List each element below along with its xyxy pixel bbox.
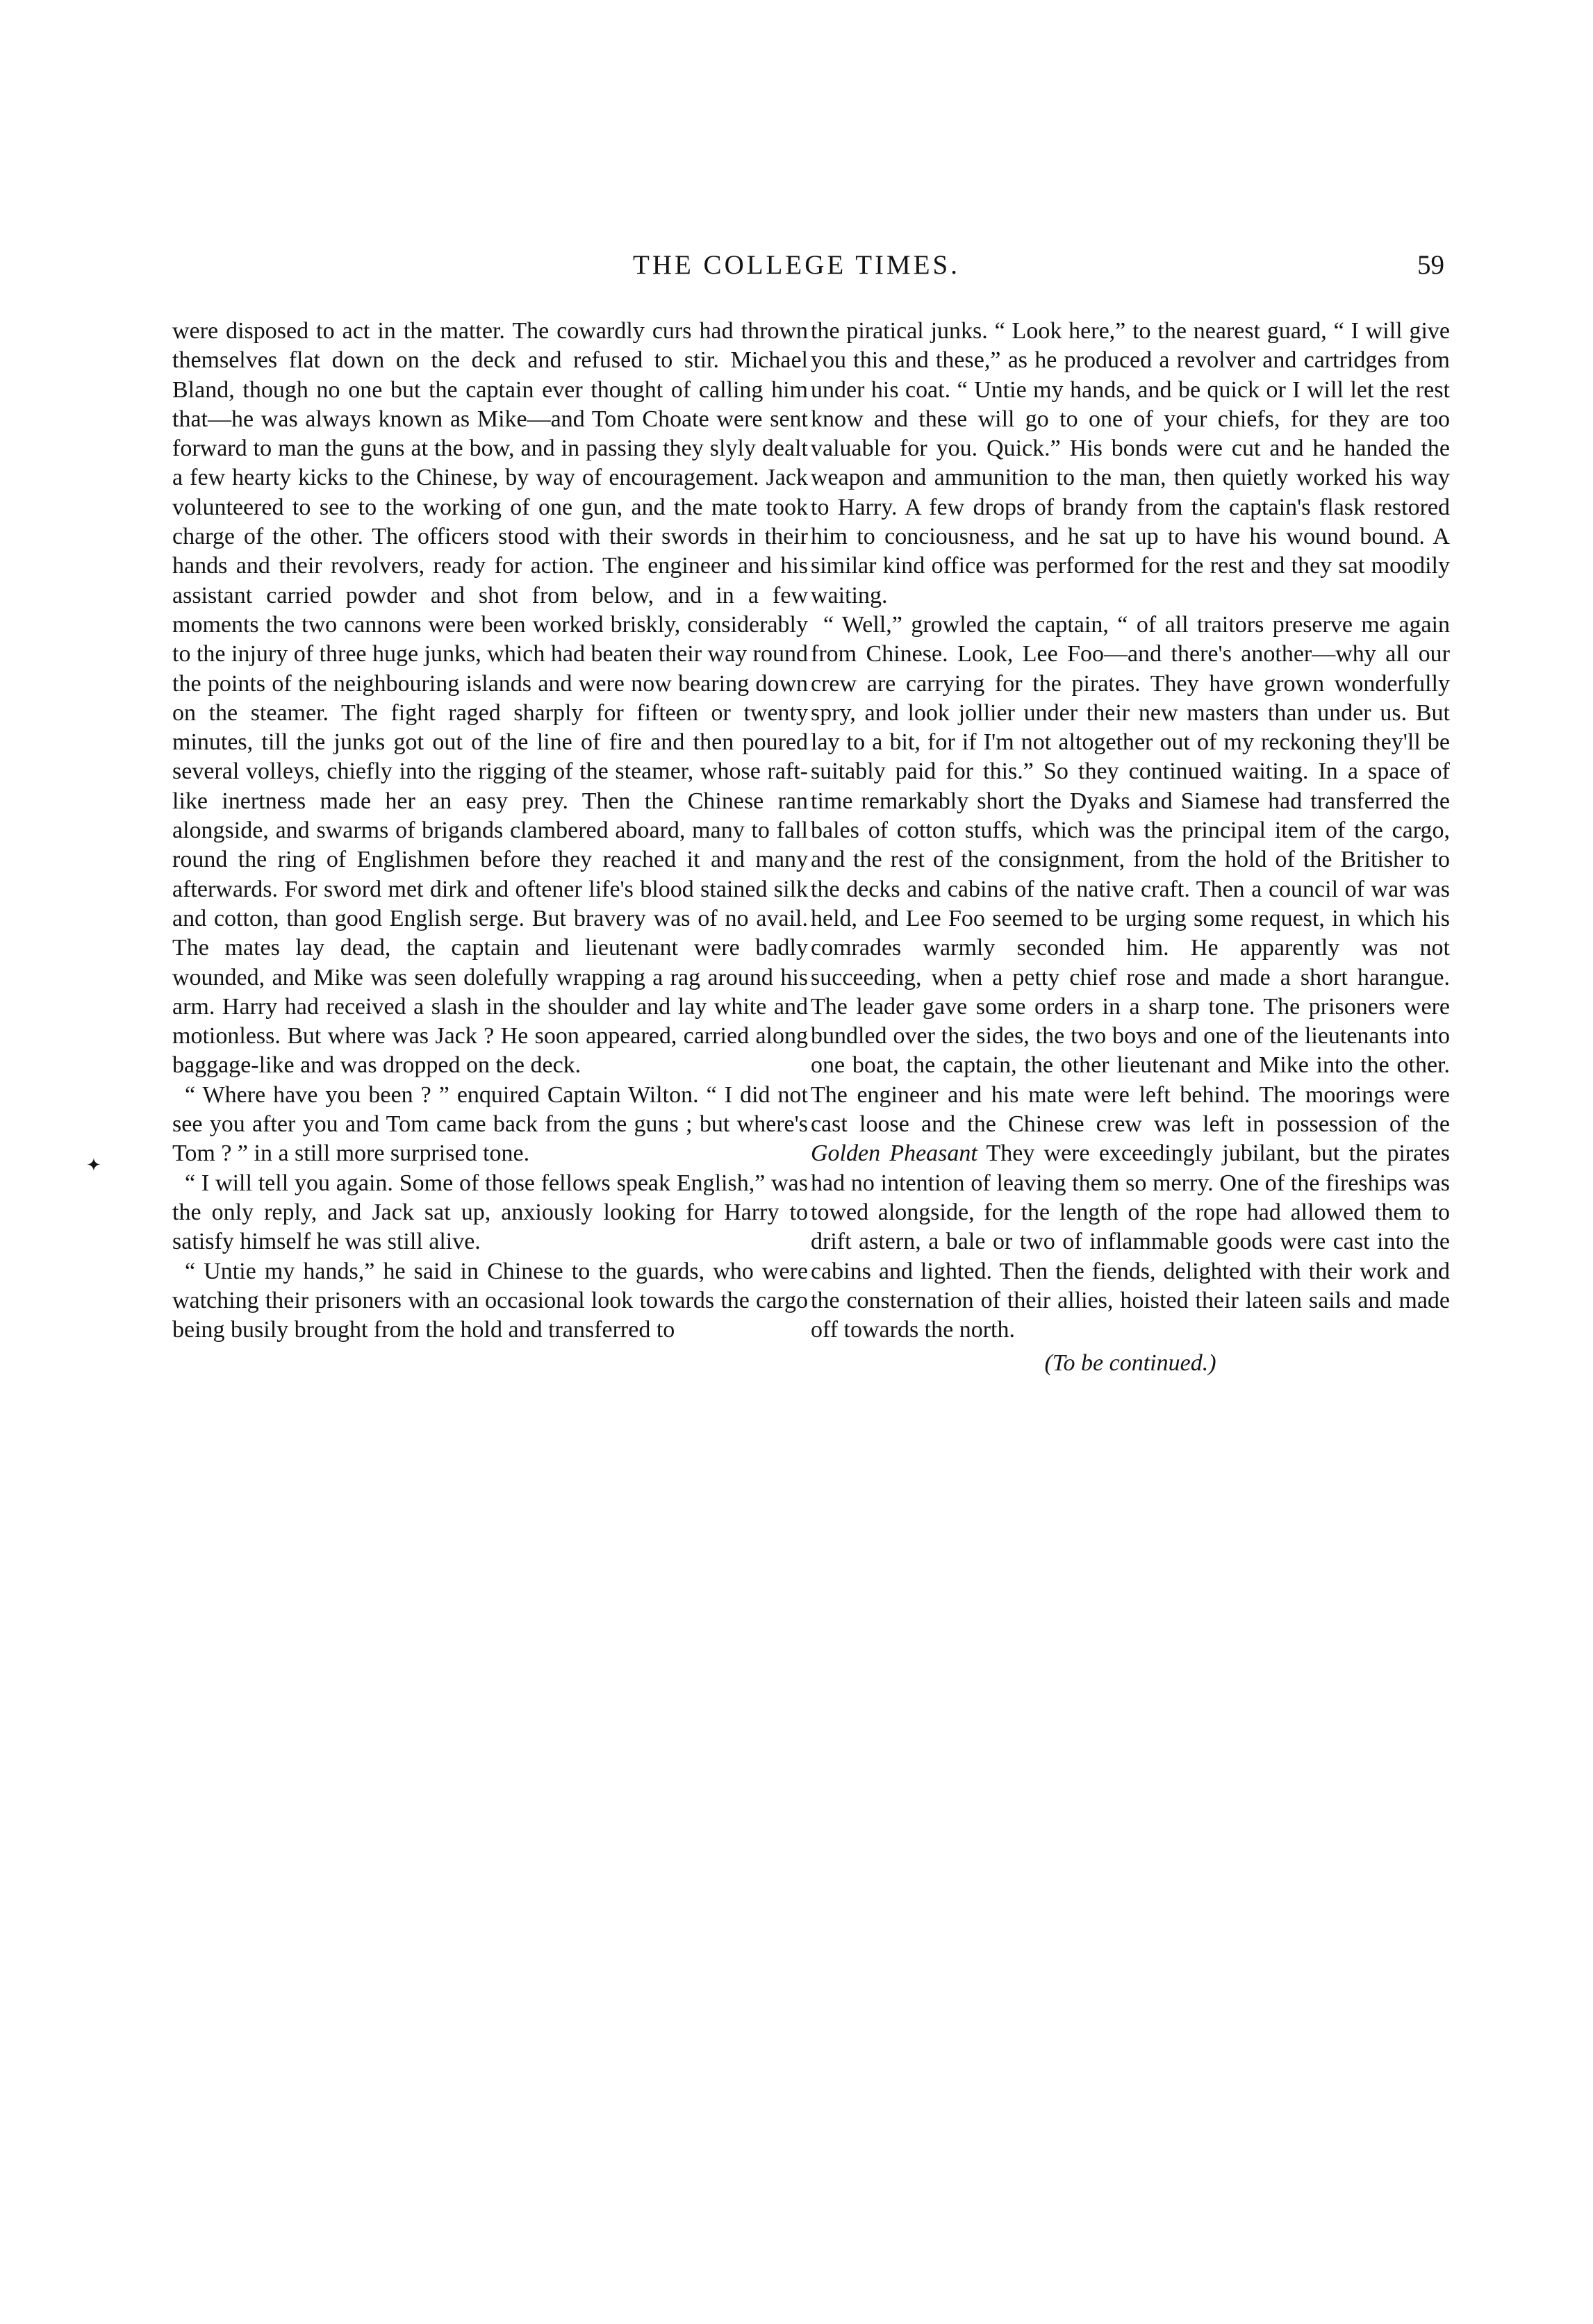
left-column [172,317,808,1345]
paragraph: “ Untie my hands,” he said in Chinese to the guards, who were watching their prisoners with an occasional look towards the cargo being busily brought from the hold and transferred to [172,1258,808,1343]
to-be-continued-note: (To be continued.) [1044,1350,1216,1377]
paragraph: “ I will tell you again. Some of those fellows speak English,” was the only reply, and Jack sat up, anxiously looking for Harry to satisfy himself he was still alive. [172,1170,808,1255]
paragraph: the piratical junks. “ Look here,” to the nearest guard, “ I will give you this and these,” as he produced a revolver and cartridges from under his coat. “ Untie my hands, and be quick or I will let the rest know and these will go to one of your chiefs, for they are too valuable for you. Quick.” His bonds were cut and he handed the weapon and ammunition to the man, then quietly worked his way to Harry. A few drops of brandy from the captain's flask restored him to conciousness, and he sat up to have his wound bound. A similar kind office was performed for the rest and they sat moodily waiting. [811,318,1450,608]
paragraph-with-ship-name [811,611,1450,1345]
paragraph-text-continued: They were exceedingly jubilant, but the pirates had no intention of leaving them so merry. One of the fireships was towed alongside, for the length of the rope had allowed them to drift astern, a bale or two of inflammable goods were cast into the cabins and lighted. Then the fiends, delighted with their work and the consternation of their allies, hoisted their lateen sails and made off towards the north. [811,1140,1450,1343]
paragraph: “ Where have you been ? ” enquired Captain Wilton. “ I did not see you after you and Tom came back from the guns ; but where's Tom ? ” in a still more surprised tone. [172,1081,808,1167]
margin-mark-icon: ✦ [86,1155,101,1175]
paragraph: were disposed to act in the matter. The cowardly curs had thrown themselves flat down on the deck and refused to stir. Michael Bland, though no one but the captain ever thought of calling him that—he was always known as Mike—and Tom Choate were sent forward to man the guns at the bow, and in passing they slyly dealt a few hearty kicks to the Chinese, by way of encouragement. Jack volunteered to see to the working of one gun, and the mate took charge of the other. The officers stood with their swords in their hands and their revolvers, ready for action. The engineer and his assistant carried powder and shot from below, and in a few moments the two cannons were been worked briskly, considerably to the injury of three huge junks, which had beaten their way round the points of the neighbouring islands and were now bearing down on the steamer. The fight raged sharply for fifteen or twenty minutes, till the junks got out of the line of fire and then poured several volleys, chiefly into the rigging of the steamer, whose raft-like inertness made her an easy prey. Then the Chinese ran alongside, and swarms of brigands clambered aboard, many to fall round the ring of Englishmen before they reached it and many afterwards. For sword met dirk and oftener life's blood stained silk and cotton, than good English serge. But bravery was of no avail. The mates lay dead, the captain and lieutenant were badly wounded, and Mike was seen dolefully wrapping a rag around his arm. Harry had received a slash in the shoulder and lay white and motionless. But where was Jack ? He soon appeared, carried along baggage-like and was dropped on the deck. [172,318,808,1079]
running-header-title: THE COLLEGE TIMES. [633,250,960,280]
page-number: 59 [1417,250,1444,280]
ship-name: Golden Pheasant [811,1140,977,1167]
right-column [811,317,1450,1379]
paragraph-text: “ Well,” growled the captain, “ of all traitors preserve me again from Chinese. Look, Lee Foo—and there's another—why all our crew are carrying for the pirates. They have grown wonderfully spry, and look jollier under their new masters than under us. But lay to a bit, for if I'm not altogether out of my reckoning they'll be suitably paid for this.” So they continued waiting. In a space of time remarkably short the Dyaks and Siamese had transferred the bales of cotton stuffs, which was the principal item of the cargo, and the rest of the consignment, from the hold of the Britisher to the decks and cabins of the native craft. Then a council of war was held, and Lee Foo seemed to be urging some request, in which his comrades warmly seconded him. He apparently was not succeeding, when a petty chief rose and made a short harangue. The leader gave some orders in a sharp tone. The prisoners were bundled over the sides, the two boys and one of the lieutenants into one boat, the captain, the other lieutenant and Mike into the other. The engineer and his mate were left behind. The moorings were cast loose and the Chinese crew was left in possession of the [811,611,1450,1138]
